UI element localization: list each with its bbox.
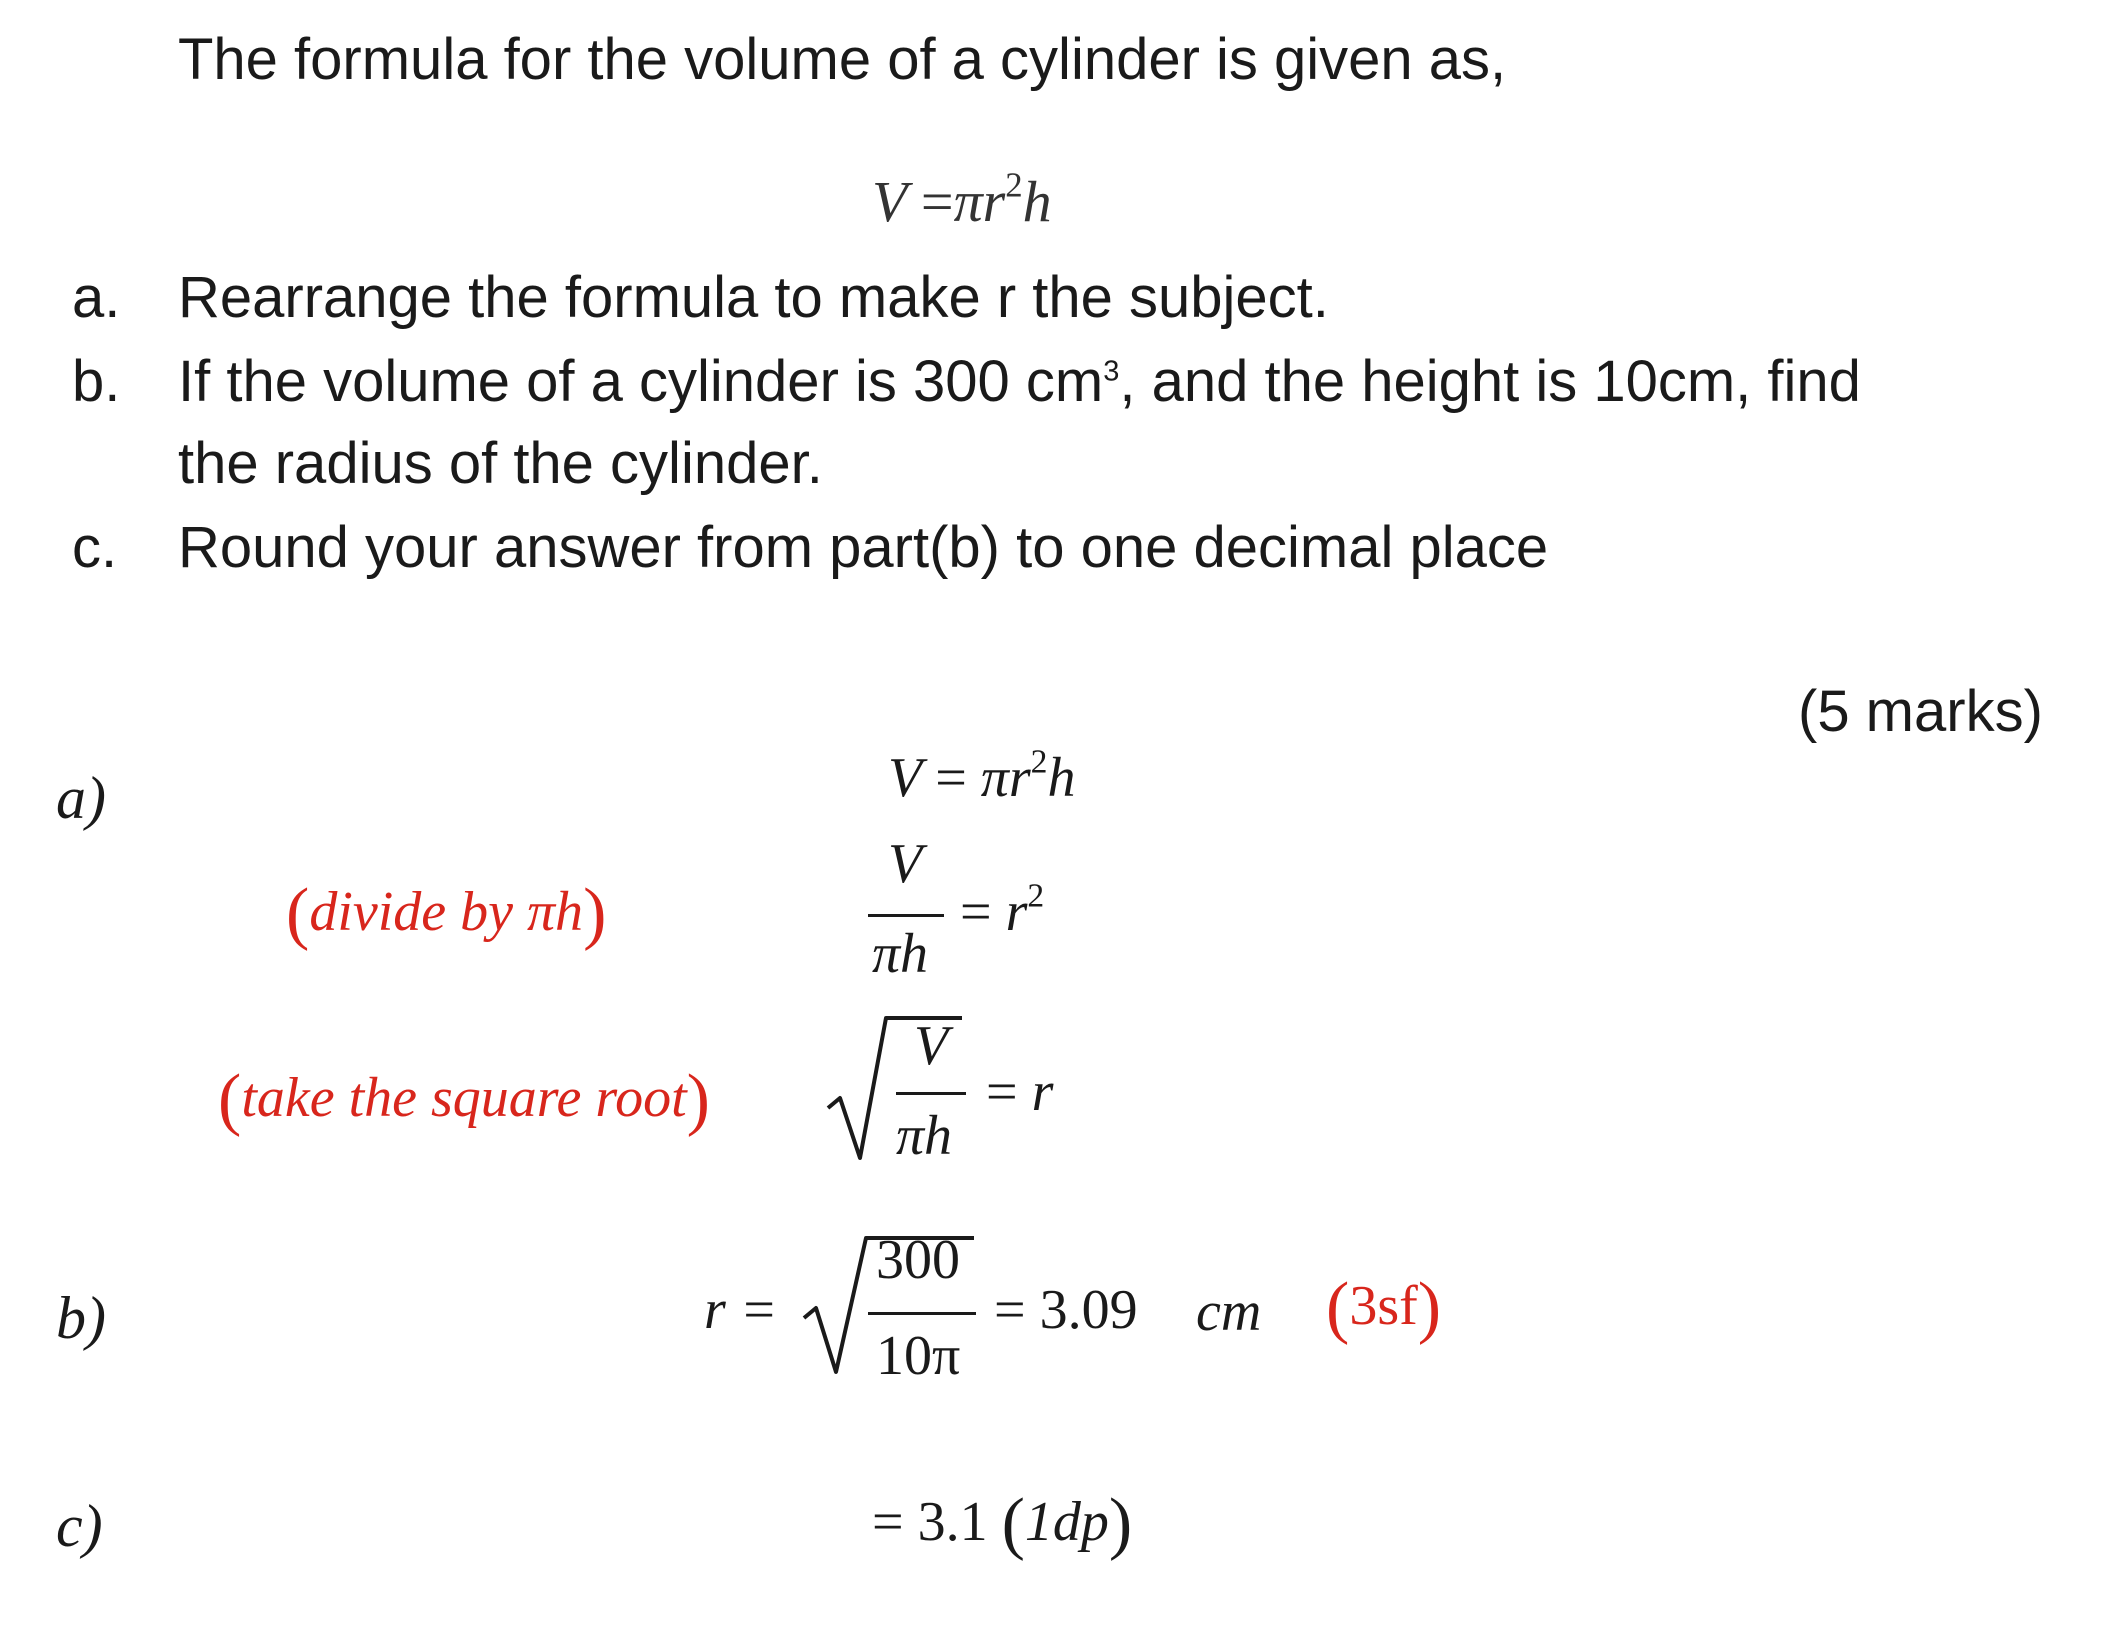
- b-fraction-bar: [868, 1312, 976, 1315]
- part-c-marker: c.: [72, 515, 118, 580]
- volume-formula: [872, 165, 1052, 235]
- divide-note-text: divide by πh: [309, 881, 584, 943]
- a1-rhs: πr: [980, 747, 1031, 809]
- a1-lhs: V: [888, 747, 922, 809]
- a3-rhs: [986, 1060, 1053, 1124]
- sqrt-note-text: take the square root: [241, 1067, 687, 1129]
- c-dp-note: 1dp: [1024, 1491, 1109, 1553]
- a2-power: 2: [1027, 877, 1045, 915]
- part-b-text: [178, 342, 1861, 422]
- marks-label: (5 marks): [1798, 679, 2043, 744]
- part-b-text-after: , and the height is 10cm, find: [1119, 349, 1861, 414]
- part-a-text: Rearrange the formula to make r the subject.: [178, 265, 1329, 330]
- a1-eq: =: [935, 747, 967, 809]
- a3-denominator: πh: [896, 1105, 953, 1167]
- formula-power: 2: [1005, 165, 1023, 205]
- a2-denominator: πh: [872, 923, 929, 985]
- a1-power: 2: [1030, 743, 1048, 781]
- a2-numerator: V: [888, 833, 923, 895]
- b-lhs: r =: [704, 1279, 778, 1341]
- b-sf-note: (3sf): [1326, 1269, 1442, 1346]
- b-denominator-text: 10π: [876, 1325, 961, 1387]
- b-sf-note-text: 3sf: [1349, 1275, 1418, 1337]
- formula-h: h: [1022, 169, 1052, 234]
- part-b-text-before: If the volume of a cylinder is 300 cm: [178, 349, 1104, 414]
- part-b-marker: b.: [72, 349, 121, 414]
- solution-a-line1: [888, 743, 1076, 810]
- part-b-text-line2: the radius of the cylinder.: [178, 431, 823, 496]
- part-a-marker: a.: [72, 265, 121, 330]
- b-numerator: 300: [876, 1229, 960, 1291]
- a2-r: r: [1005, 881, 1028, 943]
- b-denominator: [876, 1324, 960, 1388]
- b-unit: cm: [1196, 1281, 1262, 1343]
- a1-rhs-tail: h: [1047, 747, 1076, 809]
- formula-lhs: V: [872, 169, 907, 234]
- solution-a-label: a): [56, 765, 106, 831]
- a3-r: r: [1031, 1061, 1054, 1123]
- divide-note: (divide by πh): [286, 875, 607, 952]
- c-result: = 3.1 (1dp): [872, 1485, 1133, 1562]
- formula-r: r: [982, 169, 1006, 234]
- formula-pi: π: [953, 169, 983, 234]
- a3-eq: =: [986, 1061, 1018, 1123]
- c-result-text: = 3.1: [872, 1491, 988, 1553]
- part-b-superscript: 3: [1103, 355, 1120, 388]
- solution-b-label: b): [56, 1285, 106, 1351]
- b-result: = 3.09: [994, 1279, 1138, 1341]
- sqrt-note: (take the square root): [218, 1061, 710, 1138]
- a2-eq: =: [960, 881, 992, 943]
- a3-fraction-bar: [896, 1092, 966, 1095]
- a3-numerator: V: [914, 1015, 949, 1077]
- solution-c-label: c): [56, 1493, 103, 1559]
- a2-fraction-bar: [868, 914, 944, 917]
- formula-eq: =: [920, 169, 954, 234]
- part-c-text: Round your answer from part(b) to one decimal place: [178, 515, 1549, 580]
- question-intro: The formula for the volume of a cylinder is given as,: [178, 27, 1507, 92]
- a2-rhs: [960, 877, 1045, 944]
